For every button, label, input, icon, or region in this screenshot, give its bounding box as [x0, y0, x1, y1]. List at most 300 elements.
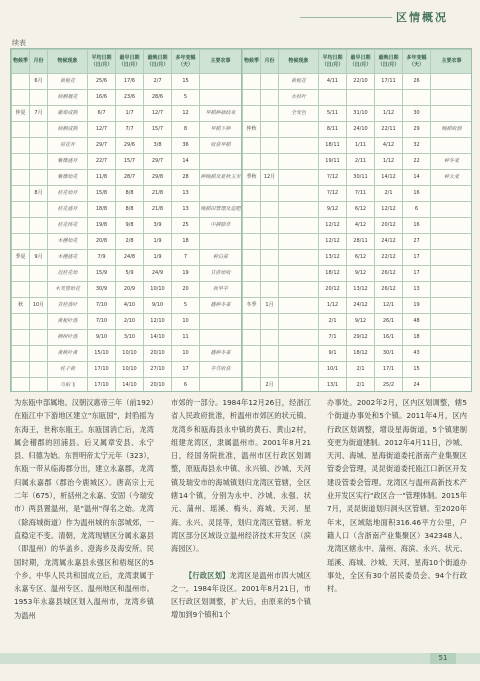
table-cell [200, 74, 242, 90]
season-cell [243, 314, 261, 330]
table-row [243, 74, 473, 90]
table-row [12, 282, 242, 298]
table-cell: 8/8 [116, 186, 144, 202]
table-cell: 梧桐成熟 [48, 122, 88, 138]
table-row [12, 346, 242, 362]
table-cell: 9/10 [144, 298, 172, 314]
table-row [243, 266, 473, 282]
table-row [243, 298, 473, 314]
season-cell [243, 362, 261, 378]
table-row [12, 362, 242, 378]
paragraph: 为东瓯中部属地。汉朝汉惠帝三年（前192）在瓯江中下游地区建立"东瓯国"，封驺摇为东海王，世称东瓯王。东瓯国消亡后，龙湾属会稽郡的回浦县。后又属章安县、永宁县、归德为始。东晋明帝太宁元年（323），东瓯一带从临海郡分出，建立永嘉郡，龙湾归属永嘉郡（郡治今鹿城区）。唐高宗上元二年（675），析括州之永嘉、安固（今瑞安市）两县置温州，是"温州"得名之始。龙湾（除海城街道）作为温州城的东部城郊，一直稳定不变。清朝，龙湾现辖区分属永嘉县（即温州）的华盖乡、澄海乡及海安所。民国时期，龙湾属永嘉县永强区和梧埏区的5个乡。中华人民共和国成立后，龙湾隶属于永嘉专区、温州专区、温州地区和温州市。1953年永嘉县城区划入温州市，龙湾乡镇为温州 [14, 398, 154, 620]
month-cell [261, 282, 279, 298]
table-cell: 18/12 [347, 346, 375, 362]
table-cell [279, 122, 319, 138]
month-cell [30, 362, 48, 378]
month-cell [30, 378, 48, 393]
table-row [12, 314, 242, 330]
table-cell: 18/12 [319, 266, 347, 282]
month-cell [261, 74, 279, 90]
table-cell: 14/10 [144, 330, 172, 346]
table-cell: 6 [172, 378, 200, 393]
table-cell: 7/11 [347, 186, 375, 202]
table-row [12, 298, 242, 314]
season-cell: 季夏 [12, 250, 30, 266]
table-cell: 26/12 [375, 266, 403, 282]
body-column-1 [14, 396, 154, 622]
table-cell [431, 106, 473, 122]
table-cell [279, 362, 319, 378]
table-cell [279, 170, 319, 186]
table-cell: 14/12 [375, 170, 403, 186]
table-row [243, 314, 473, 330]
table-cell: 全变色 [279, 106, 319, 122]
season-cell: 秋 [12, 298, 30, 314]
table-cell: 28/6 [144, 90, 172, 106]
season-cell: 仲夏 [12, 106, 30, 122]
table-cell [431, 218, 473, 234]
table-cell: 木芙蓉始花 [48, 282, 88, 298]
table-cell [431, 186, 473, 202]
table-cell: 9/10 [88, 330, 116, 346]
table-row [243, 378, 473, 393]
table-cell: 中耕除草 [200, 218, 242, 234]
month-cell [30, 90, 48, 106]
table-cell: 12/7 [144, 106, 172, 122]
table-cell: 4/11 [319, 74, 347, 90]
table-cell: 黄栀花 [48, 74, 88, 90]
table-left-half [11, 49, 241, 391]
table-cell [200, 154, 242, 170]
table-cell: 29/8 [144, 170, 172, 186]
table-row [12, 266, 242, 282]
table-cell: 20/8 [88, 234, 116, 250]
table-cell: 紫薇始花 [48, 170, 88, 186]
table-cell: 20 [172, 282, 200, 298]
table-cell: 32 [403, 138, 431, 154]
table-cell: 9/12 [347, 266, 375, 282]
table-row [243, 346, 473, 362]
table-cell: 水杉叶 [279, 90, 319, 106]
table-cell: 19 [403, 298, 431, 314]
month-cell [261, 314, 279, 330]
table-cell: 29/12 [347, 330, 375, 346]
table-cell [375, 90, 403, 106]
table-cell: 1/12 [375, 106, 403, 122]
month-cell [30, 234, 48, 250]
table-cell: 18 [172, 234, 200, 250]
season-cell [12, 330, 30, 346]
table-cell: 12/1 [375, 298, 403, 314]
season-cell [12, 218, 30, 234]
table-cell: 17/10 [88, 362, 116, 378]
table-cell: 23/6 [116, 90, 144, 106]
table-cell [431, 250, 473, 266]
table-row [12, 186, 242, 202]
table-cell: 28 [172, 170, 200, 186]
table-cell: 28/7 [116, 170, 144, 186]
season-cell [12, 234, 30, 250]
table-cell: 2/11 [347, 154, 375, 170]
column-header: 平均日期（日/月） [88, 50, 116, 74]
month-cell: 2月 [261, 378, 279, 393]
season-cell [12, 378, 30, 393]
column-header: 最早日期（日/月） [116, 50, 144, 74]
season-cell [12, 74, 30, 90]
column-header: 平均日期（日/月） [319, 50, 347, 74]
table-cell: 10 [172, 346, 200, 362]
table-row [12, 106, 242, 122]
column-header: 物候现象 [48, 50, 88, 74]
table-cell: 2/1 [319, 314, 347, 330]
table-cell: 15/8 [88, 186, 116, 202]
table-cell [431, 266, 473, 282]
table-cell [279, 330, 319, 346]
table-cell: 15 [403, 362, 431, 378]
table-cell: 7/1 [319, 330, 347, 346]
month-cell [261, 138, 279, 154]
table-cell: 4/12 [347, 218, 375, 234]
table-cell: 18 [403, 330, 431, 346]
table-row [243, 202, 473, 218]
table-cell: 29/7 [88, 138, 116, 154]
table-cell [200, 330, 242, 346]
month-cell: 12月 [261, 170, 279, 186]
table-cell: 木槿盛花 [48, 250, 88, 266]
table-cell: 15/7 [144, 122, 172, 138]
table-cell: 12/10 [144, 314, 172, 330]
table-cell: 晚稻田管理及追肥 [200, 202, 242, 218]
phenology-table [10, 48, 472, 392]
table-cell: 5 [172, 90, 200, 106]
table-cell: 2/1 [375, 186, 403, 202]
table-cell: 31/10 [347, 106, 375, 122]
table-row [243, 362, 473, 378]
table-cell [279, 218, 319, 234]
table-cell: 9/12 [319, 202, 347, 218]
month-cell [261, 250, 279, 266]
table-cell: 13/12 [319, 250, 347, 266]
table-cell: 25/6 [88, 74, 116, 90]
month-cell [261, 154, 279, 170]
table-cell: 22/10 [347, 74, 375, 90]
table-cell: 20/12 [375, 218, 403, 234]
table-cell [279, 202, 319, 218]
table-cell: 7/7 [116, 122, 144, 138]
table-row [243, 122, 473, 138]
month-cell [30, 138, 48, 154]
season-cell [12, 202, 30, 218]
table-cell: 13 [172, 186, 200, 202]
table-cell [279, 186, 319, 202]
table-cell: 紫薇盛开 [48, 154, 88, 170]
table-cell: 9/8 [116, 218, 144, 234]
table-row [12, 170, 242, 186]
table-cell: 2/1 [347, 378, 375, 393]
table-cell: 22 [403, 154, 431, 170]
column-header: 多年变幅（天） [172, 50, 200, 74]
paragraph [171, 569, 311, 622]
table-cell: 1/7 [116, 106, 144, 122]
table-cell [431, 314, 473, 330]
table-cell [279, 346, 319, 362]
month-cell [261, 266, 279, 282]
table-cell: 1/12 [375, 154, 403, 170]
table-cell: 24/9 [144, 266, 172, 282]
table-row [243, 154, 473, 170]
table-cell: 17 [172, 362, 200, 378]
table-cell: 种大麦 [431, 170, 473, 186]
table-cell: 5/9 [116, 266, 144, 282]
table-cell: 桂子黄 [48, 362, 88, 378]
table-cell [279, 154, 319, 170]
season-cell [12, 266, 30, 282]
month-cell [261, 346, 279, 362]
season-cell [243, 90, 261, 106]
table-cell: 1/9 [144, 234, 172, 250]
season-cell [12, 282, 30, 298]
table-cell: 29 [403, 122, 431, 138]
table-cell: 24/12 [375, 234, 403, 250]
table-cell: 15/10 [88, 346, 116, 362]
table-cell: 14 [172, 154, 200, 170]
season-cell [12, 170, 30, 186]
table-cell: 17 [403, 250, 431, 266]
table-cell: 30/9 [88, 282, 116, 298]
table-cell: 7 [172, 250, 200, 266]
column-header: 最晚日期（日/月） [375, 50, 403, 74]
table-cell: 8/11 [319, 122, 347, 138]
table-cell: 28/11 [347, 234, 375, 250]
table-cell: 13 [403, 282, 431, 298]
table-cell: 10/10 [116, 362, 144, 378]
month-cell [30, 202, 48, 218]
table-cell [200, 314, 242, 330]
table-cell: 桂花始开 [48, 186, 88, 202]
month-cell [261, 234, 279, 250]
season-cell [243, 330, 261, 346]
table-cell: 16/6 [88, 90, 116, 106]
table-cell: 25 [172, 218, 200, 234]
table-cell: 2/1 [347, 362, 375, 378]
season-cell [243, 282, 261, 298]
season-cell [243, 234, 261, 250]
table-cell [200, 186, 242, 202]
table-cell: 3/8 [144, 138, 172, 154]
month-cell: 7月 [30, 106, 48, 122]
table-cell: 13/1 [319, 378, 347, 393]
season-cell [243, 378, 261, 393]
table-cell: 4/10 [116, 298, 144, 314]
season-cell [243, 266, 261, 282]
column-header: 物候季 [12, 50, 30, 74]
table-cell: 20/10 [144, 378, 172, 393]
month-cell [261, 106, 279, 122]
table-cell: 20/12 [319, 282, 347, 298]
continuation-label: 续表 [12, 39, 26, 47]
month-cell [261, 362, 279, 378]
table-cell: 21/8 [144, 186, 172, 202]
table-cell: 27/10 [144, 362, 172, 378]
column-header: 月份 [30, 50, 48, 74]
table-cell: 梧桐展花 [48, 90, 88, 106]
column-header: 主要农事 [431, 50, 473, 74]
table-cell: 20/9 [116, 282, 144, 298]
table-cell: 甘蔗始收 [200, 266, 242, 282]
season-cell [243, 106, 261, 122]
table-cell: 芋艿收获 [200, 362, 242, 378]
month-cell [261, 218, 279, 234]
table-cell: 11/8 [88, 170, 116, 186]
table-cell: 30 [403, 106, 431, 122]
table-cell: 18/11 [319, 138, 347, 154]
table-cell [279, 314, 319, 330]
table-row [12, 74, 242, 90]
month-cell [261, 122, 279, 138]
table-cell: 6/12 [347, 202, 375, 218]
table-cell: 26/12 [375, 282, 403, 298]
table-cell: 29/7 [144, 154, 172, 170]
table-cell [347, 90, 375, 106]
table-cell: 17/6 [116, 74, 144, 90]
column-header: 主要农事 [200, 50, 242, 74]
table-cell: 25/2 [375, 378, 403, 393]
season-cell [12, 138, 30, 154]
month-cell [30, 170, 48, 186]
page-number: 51 [430, 653, 456, 664]
table-row [243, 90, 473, 106]
table-cell: 20/10 [144, 346, 172, 362]
table-cell: 黄桃叶黄 [48, 346, 88, 362]
table-cell: 7/10 [88, 314, 116, 330]
table-cell [279, 138, 319, 154]
table-cell: 43 [403, 346, 431, 362]
table-cell [279, 298, 319, 314]
table-cell: 17/10 [88, 378, 116, 393]
paragraph: 市郊的一部分。1984年12月26日，经浙江省人民政府批准，析温州市郊区的状元镇、龙湾乡和瓯海县永中镇的黄石、黄山2村，组建龙湾区，隶属温州市。2001年8月21日，经国务院批准，温州市区行政区划调整，原瓯海县永中镇、永兴镇、沙城、天河镇及瑞安市的海城镇划归龙湾区管辖，全区辖14个镇，分别为永中、沙城、永强、状元、蒲州、瑶溪、梅头、海城、天河、星海、永兴、灵昆等，划归龙湾区管辖。析龙湾区部分区域设立温州经济技术开发区（滨海园区）。 [171, 398, 311, 554]
table-row [243, 250, 473, 266]
table-cell: 4/12 [375, 138, 403, 154]
table-right [242, 49, 472, 392]
season-cell [12, 122, 30, 138]
table-cell: 12/12 [319, 234, 347, 250]
table-cell: 13 [172, 202, 200, 218]
table-cell: 27 [403, 234, 431, 250]
table-cell: 播种冬菜 [200, 346, 242, 362]
table-cell [403, 90, 431, 106]
season-cell [243, 250, 261, 266]
table-cell: 16 [403, 186, 431, 202]
table-cell: 17/1 [375, 362, 403, 378]
month-cell: 6月 [30, 74, 48, 90]
table-row [243, 218, 473, 234]
table-cell: 24 [403, 378, 431, 393]
table-cell: 种白菜 [200, 250, 242, 266]
table-cell: 桂花盛开 [48, 202, 88, 218]
season-cell [12, 154, 30, 170]
table-row [243, 138, 473, 154]
month-cell [30, 122, 48, 138]
table-row [12, 138, 242, 154]
table-cell: 21/8 [144, 202, 172, 218]
month-cell [30, 266, 48, 282]
table-row [243, 234, 473, 250]
table-cell: 16 [403, 218, 431, 234]
table-cell: 播种冬菜 [200, 298, 242, 314]
season-cell [243, 154, 261, 170]
month-cell [261, 330, 279, 346]
table-cell: 6/12 [347, 250, 375, 266]
table-cell: 迟桂花始 [48, 266, 88, 282]
footer-bar [0, 653, 480, 664]
table-cell: 8/8 [116, 202, 144, 218]
table-cell: 葡萄成熟 [48, 106, 88, 122]
table-cell [431, 90, 473, 106]
table-cell [200, 234, 242, 250]
table-cell: 早稻下种 [200, 122, 242, 138]
table-cell [431, 362, 473, 378]
table-cell [431, 74, 473, 90]
table-cell: 6 [403, 202, 431, 218]
table-cell: 22/7 [88, 154, 116, 170]
table-cell: 收获早稻 [200, 138, 242, 154]
table-row [12, 122, 242, 138]
table-cell: 7/12 [319, 186, 347, 202]
column-header: 多年变幅（天） [403, 50, 431, 74]
season-cell [12, 362, 30, 378]
column-header: 物候现象 [279, 50, 319, 74]
table-cell: 22/12 [375, 250, 403, 266]
table-row [12, 154, 242, 170]
table-cell: 29/6 [116, 138, 144, 154]
table-cell: 24/10 [347, 122, 375, 138]
table-row [12, 218, 242, 234]
table-row [243, 330, 473, 346]
month-cell [30, 218, 48, 234]
table-header-row [243, 50, 473, 74]
section-title: 区情概况 [396, 11, 448, 24]
month-cell [261, 202, 279, 218]
table-cell: 19/8 [88, 218, 116, 234]
table-cell [200, 90, 242, 106]
table-cell: 5 [172, 298, 200, 314]
section-heading: 【行政区划】 [185, 570, 230, 580]
column-header: 最早日期（日/月） [347, 50, 375, 74]
table-cell: 桂花终花 [48, 218, 88, 234]
table-cell: 5/11 [319, 106, 347, 122]
paragraph: 办事处。2002年2月，区内区划调整，辖5个街道办事处和5个镇。2011年4月，区内行政区划调整，增设星海街道，5个镇建制变更为街道建制。2012年4月11日，沙城、天河、海城、星海街道委托浙南产业集聚区管委会管理，灵昆街道委托瓯江口新区开发建设管委会管理。龙湾区与温州高新技术产业开发区实行"政区合一"管理体制。2015年7月，灵昆街道划归洞头区管辖。至2020年年末，区域陆地面积316.46平方公里，户籍人口（含浙南产业集聚区）342348人。龙湾区辖永中、蒲州、海滨、永兴、状元、瑶溪、海城、沙城、天河、星海10个街道办事处，全区有30个居民委员会、94个行政村。 [327, 398, 467, 594]
season-cell [243, 138, 261, 154]
season-cell [243, 218, 261, 234]
header-rule [300, 17, 392, 18]
column-header: 月份 [261, 50, 279, 74]
table-cell: 14/10 [116, 378, 144, 393]
table-cell: 12 [172, 106, 200, 122]
table-cell [431, 234, 473, 250]
season-cell: 仲秋 [243, 122, 261, 138]
table-cell: 11 [172, 330, 200, 346]
table-cell: 14 [403, 170, 431, 186]
table-cell [431, 330, 473, 346]
table-cell [431, 282, 473, 298]
table-cell: 木槿始花 [48, 234, 88, 250]
table-cell: 26/1 [375, 314, 403, 330]
table-cell [431, 138, 473, 154]
table-row [243, 186, 473, 202]
month-cell: 8月 [30, 186, 48, 202]
season-cell [12, 346, 30, 362]
table-cell [431, 378, 473, 393]
